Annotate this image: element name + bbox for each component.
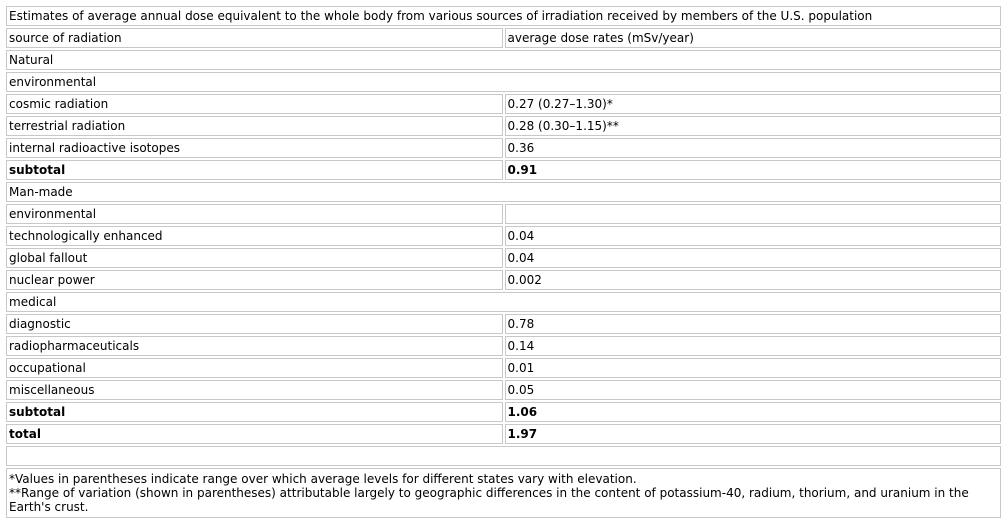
- table-row: [6, 336, 1001, 356]
- header-source: source of radiation: [6, 28, 503, 48]
- section-label: environmental: [6, 72, 1001, 92]
- value-cell: 0.002: [505, 270, 1002, 290]
- value-cell: [505, 204, 1002, 224]
- table-row: [6, 358, 1001, 378]
- value-cell: 0.14: [505, 336, 1002, 356]
- section-label: Man-made: [6, 182, 1001, 202]
- value-cell: 0.05: [505, 380, 1002, 400]
- section-row: [6, 292, 1001, 312]
- table-row: [6, 116, 1001, 136]
- source-cell: occupational: [6, 358, 503, 378]
- total-row: [6, 424, 1001, 444]
- value-cell: 0.28 (0.30–1.15)**: [505, 116, 1002, 136]
- footnote-row: [6, 468, 1001, 518]
- table-row: [6, 138, 1001, 158]
- value-cell: 0.04: [505, 248, 1002, 268]
- source-cell: diagnostic: [6, 314, 503, 334]
- table-title: Estimates of average annual dose equivalent to the whole body from various sources of irradiation received by members of the U.S. population: [6, 6, 1001, 26]
- source-cell: miscellaneous: [6, 380, 503, 400]
- value-cell: 0.01: [505, 358, 1002, 378]
- table-row: [6, 204, 1001, 224]
- value-cell: 0.91: [505, 160, 1002, 180]
- source-cell: radiopharmaceuticals: [6, 336, 503, 356]
- table-row: [6, 248, 1001, 268]
- value-cell: 0.27 (0.27–1.30)*: [505, 94, 1002, 114]
- subtotal-row: [6, 160, 1001, 180]
- source-cell: global fallout: [6, 248, 503, 268]
- source-cell: cosmic radiation: [6, 94, 503, 114]
- table-row: [6, 226, 1001, 246]
- source-cell: internal radioactive isotopes: [6, 138, 503, 158]
- source-cell: total: [6, 424, 503, 444]
- source-cell: subtotal: [6, 160, 503, 180]
- title-row: [6, 6, 1001, 26]
- value-cell: 0.36: [505, 138, 1002, 158]
- header-dose: average dose rates (mSv/year): [505, 28, 1002, 48]
- value-cell: 0.78: [505, 314, 1002, 334]
- header-row: [6, 28, 1001, 48]
- section-row: [6, 50, 1001, 70]
- section-label: medical: [6, 292, 1001, 312]
- spacer-cell: [6, 446, 1001, 466]
- table-row: [6, 270, 1001, 290]
- source-cell: terrestrial radiation: [6, 116, 503, 136]
- footnote-1: *Values in parentheses indicate range over which average levels for different states vary with elevation.: [9, 472, 637, 486]
- value-cell: 1.97: [505, 424, 1002, 444]
- source-cell: nuclear power: [6, 270, 503, 290]
- section-label: Natural: [6, 50, 1001, 70]
- footnotes-cell: [6, 468, 1001, 518]
- table-row: [6, 94, 1001, 114]
- table-row: [6, 314, 1001, 334]
- table-row: [6, 380, 1001, 400]
- source-cell: subtotal: [6, 402, 503, 422]
- spacer-row: [6, 446, 1001, 466]
- source-cell: technologically enhanced: [6, 226, 503, 246]
- footnote-2: **Range of variation (shown in parentheses) attributable largely to geographic differences in the content of potassium-40, radium, thorium, and uranium in the Earth's crust.: [9, 486, 969, 514]
- dose-table: [4, 4, 1003, 520]
- source-cell: environmental: [6, 204, 503, 224]
- section-row: [6, 182, 1001, 202]
- value-cell: 1.06: [505, 402, 1002, 422]
- section-row: [6, 72, 1001, 92]
- subtotal-row: [6, 402, 1001, 422]
- value-cell: 0.04: [505, 226, 1002, 246]
